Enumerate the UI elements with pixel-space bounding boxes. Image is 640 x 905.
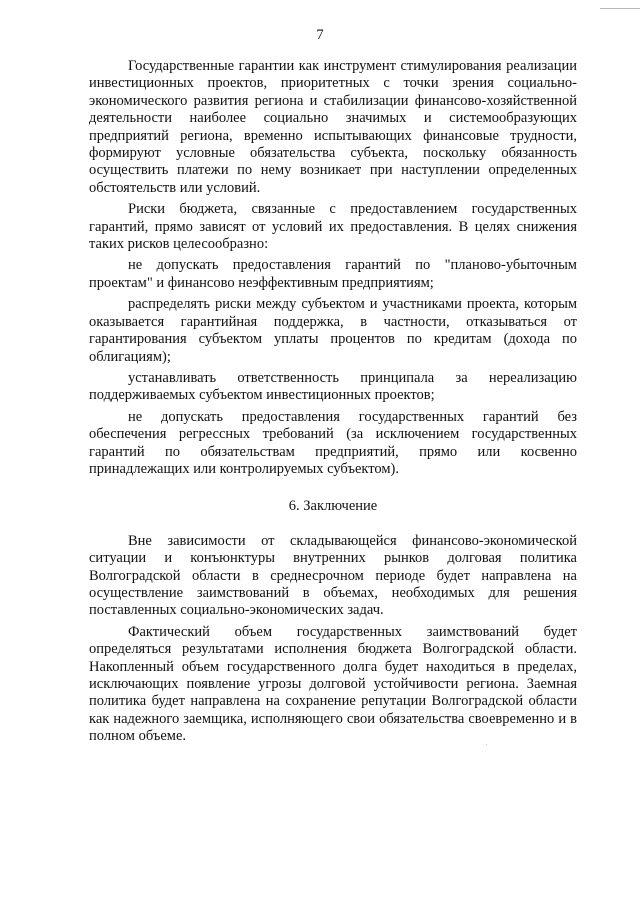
list-item-distribute-risks: распределять риски между субъектом и участниками проекта, которым оказывается гарантийная поддержка, в частности, отказываться от гарантирования субъектом уплаты процентов по кредитам (дохода по облигациям); xyxy=(89,296,577,365)
scan-corner-mark xyxy=(600,0,640,9)
document-body xyxy=(89,58,577,746)
paragraph-budget-risks: Риски бюджета, связанные с предоставлением государственных гарантий, прямо зависят от условий их предоставления. В целях снижения таких рисков целесообразно: xyxy=(89,201,577,253)
paragraph-debt-policy: Вне зависимости от складывающейся финансово-экономической ситуации и конъюнктуры внутренних рынков долговая политика Волгоградской области в среднесрочном периоде будет направлена на осуществление заимствований в объемах, необходимых для решения поставленных социально-экономических задач. xyxy=(89,532,577,619)
paragraph-borrowing-volume: Фактический объем государственных заимствований будет определяться результатами исполнения бюджета Волгоградской области. Накопленный объем государственного долга будет находиться в пределах, исключающих появление угрозы долговой устойчивости региона. Заемная политика будет направлена на сохранение репутации Волгоградской области как надежного заемщика, исполняющего свои обязательства своевременно и в полном объеме. xyxy=(89,623,577,745)
list-item-recourse-requirements: не допускать предоставления государственных гарантий без обеспечения регрессных требований (за исключением государственных гарантий по обязательствам предприятий, прямо или косвенно принадлежащих или контролируемых субъектом). xyxy=(89,408,577,477)
list-item-no-loss-projects: не допускать предоставления гарантий по "планово-убыточным проектам" и финансово неэффективным предприятиям; xyxy=(89,257,577,291)
page-number: 7 xyxy=(316,27,324,43)
paragraph-guarantees: Государственные гарантии как инструмент стимулирования реализации инвестиционных проектов, приоритетных с точки зрения социально-экономического развития региона и стабилизации финансово-хозяйственной деятельности наиболее социально значимых и системообразующих предприятий региона, временно испытывающих финансовые трудности, формируют условные обязательства субъекта, поскольку обязанность осуществить платежи по нему возникает при наступлении определенных обстоятельств или условий. xyxy=(89,58,577,196)
list-item-principal-responsibility: устанавливать ответственность принципала за нереализацию поддерживаемых субъектом инвестиционных проектов; xyxy=(89,369,577,404)
section-heading-conclusion: 6. Заключение xyxy=(288,498,378,515)
scan-speck xyxy=(486,744,487,745)
